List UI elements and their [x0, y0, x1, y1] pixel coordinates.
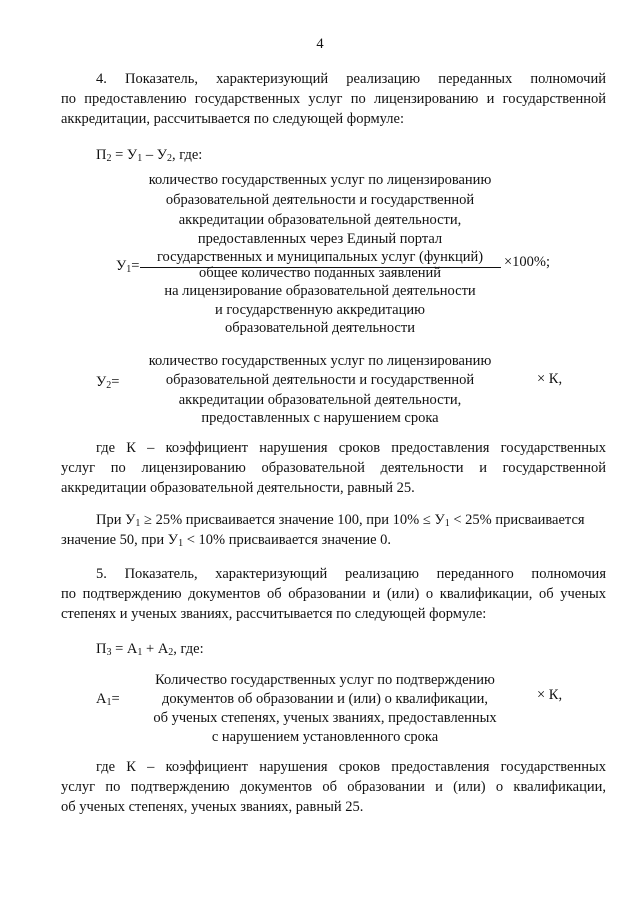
numerator-line: количество государственных услуг по лицензированию: [148, 172, 492, 188]
paragraph-line: аккредитации образовательной деятельности, равный 25.: [61, 480, 415, 496]
denominator-line: и государственную аккредитацию: [215, 302, 425, 318]
subscript: 1: [126, 264, 132, 275]
paragraph-line: где К – коэффициент нарушения сроков предоставления государственных: [96, 440, 606, 456]
subscript: 2: [166, 153, 172, 164]
paragraph-line: услуг по подтверждению документов об образовании и (или) о квалификации,: [61, 779, 606, 795]
multiplier: × К,: [537, 371, 563, 387]
formula-text: У: [116, 258, 127, 274]
paragraph-text: При У: [96, 512, 136, 528]
formula-line: аккредитации образовательной деятельности,: [178, 392, 462, 408]
subscript: 1: [137, 647, 143, 658]
formula-text: = У: [111, 147, 138, 163]
paragraph-text: [96, 512, 585, 529]
subscript: 2: [106, 153, 112, 164]
subscript: 2: [168, 647, 174, 658]
paragraph-text: < 25% присваивается: [449, 512, 585, 528]
formula-p2: [96, 147, 202, 164]
formula-text: П: [96, 147, 107, 163]
formula-text: = А: [111, 641, 138, 657]
formula-line: образовательной деятельности и государственной: [165, 372, 475, 388]
paragraph-line: аккредитации, рассчитывается по следующей формуле:: [61, 111, 404, 127]
formula-text: – У: [142, 147, 167, 163]
paragraph-line: степенях и ученых званиях, рассчитывается по следующей формуле:: [61, 606, 487, 622]
formula-line: Количество государственных услуг по подтверждению: [155, 672, 495, 688]
formula-text: , где:: [171, 147, 203, 163]
numerator-line: государственных и муниципальных услуг (функций): [156, 249, 484, 265]
paragraph-line: где К – коэффициент нарушения сроков предоставления государственных: [96, 759, 606, 775]
formula-line: количество государственных услуг по лицензированию: [148, 353, 492, 369]
formula-text: + А: [142, 641, 169, 657]
formula-text: П: [96, 641, 107, 657]
subscript: 1: [106, 697, 112, 708]
subscript: 3: [106, 647, 112, 658]
paragraph-line: 5. Показатель, характеризующий реализацию переданного полномочия: [96, 566, 606, 582]
formula-line: документов об образовании и (или) о квалификации,: [161, 691, 489, 707]
paragraph-text: ≥ 25% присваивается значение 100, при 10% ≤ У: [140, 512, 445, 528]
formula-text: =: [111, 374, 120, 390]
formula-line: с нарушением установленного срока: [211, 729, 439, 745]
subscript: 1: [137, 153, 143, 164]
numerator-line: предоставленных через Единый портал: [197, 231, 443, 247]
numerator-line: аккредитации образовательной деятельности,: [178, 212, 462, 228]
paragraph-line: услуг по лицензированию образовательной деятельности и государственной: [61, 460, 606, 476]
subscript: 1: [444, 518, 450, 529]
formula-p3: [96, 641, 204, 658]
paragraph-line: об ученых степенях, ученых званиях, равный 25.: [61, 799, 364, 815]
paragraph-line: по подтверждению документов об образовании и (или) о квалификации, об ученых: [61, 586, 606, 602]
paragraph-text: значение 50, при У: [61, 532, 179, 548]
denominator-line: на лицензирование образовательной деятельности: [164, 283, 476, 299]
paragraph-line: [96, 512, 606, 529]
formula-lhs: [96, 691, 120, 708]
subscript: 1: [178, 538, 184, 549]
formula-line: предоставленных с нарушением срока: [201, 410, 439, 426]
numerator-line: образовательной деятельности и государственной: [165, 192, 475, 208]
formula-lhs: [96, 374, 119, 391]
formula-text: , где:: [173, 641, 204, 657]
paragraph-line: [61, 532, 391, 549]
formula-text: =: [111, 691, 120, 707]
paragraph-text: < 10% присваивается значение 0.: [183, 532, 392, 548]
formula-line: об ученых степенях, ученых званиях, предоставленных: [153, 710, 497, 726]
formula-text: А: [96, 691, 107, 707]
paragraph-line: 4. Показатель, характеризующий реализацию переданных полномочий: [96, 71, 606, 87]
paragraph-line: по предоставлению государственных услуг по лицензированию и государственной: [61, 91, 606, 107]
denominator-line: образовательной деятельности: [225, 320, 415, 336]
formula-text: =: [131, 258, 140, 274]
subscript: 2: [106, 380, 112, 391]
page-number: 4: [316, 36, 324, 52]
multiplier: × К,: [537, 687, 563, 703]
formula-lhs: [116, 258, 139, 275]
multiplier: ×100%;: [504, 254, 551, 270]
denominator-line: общее количество поданных заявлений: [198, 265, 442, 281]
formula-text: У: [96, 374, 107, 390]
subscript: 1: [135, 518, 141, 529]
